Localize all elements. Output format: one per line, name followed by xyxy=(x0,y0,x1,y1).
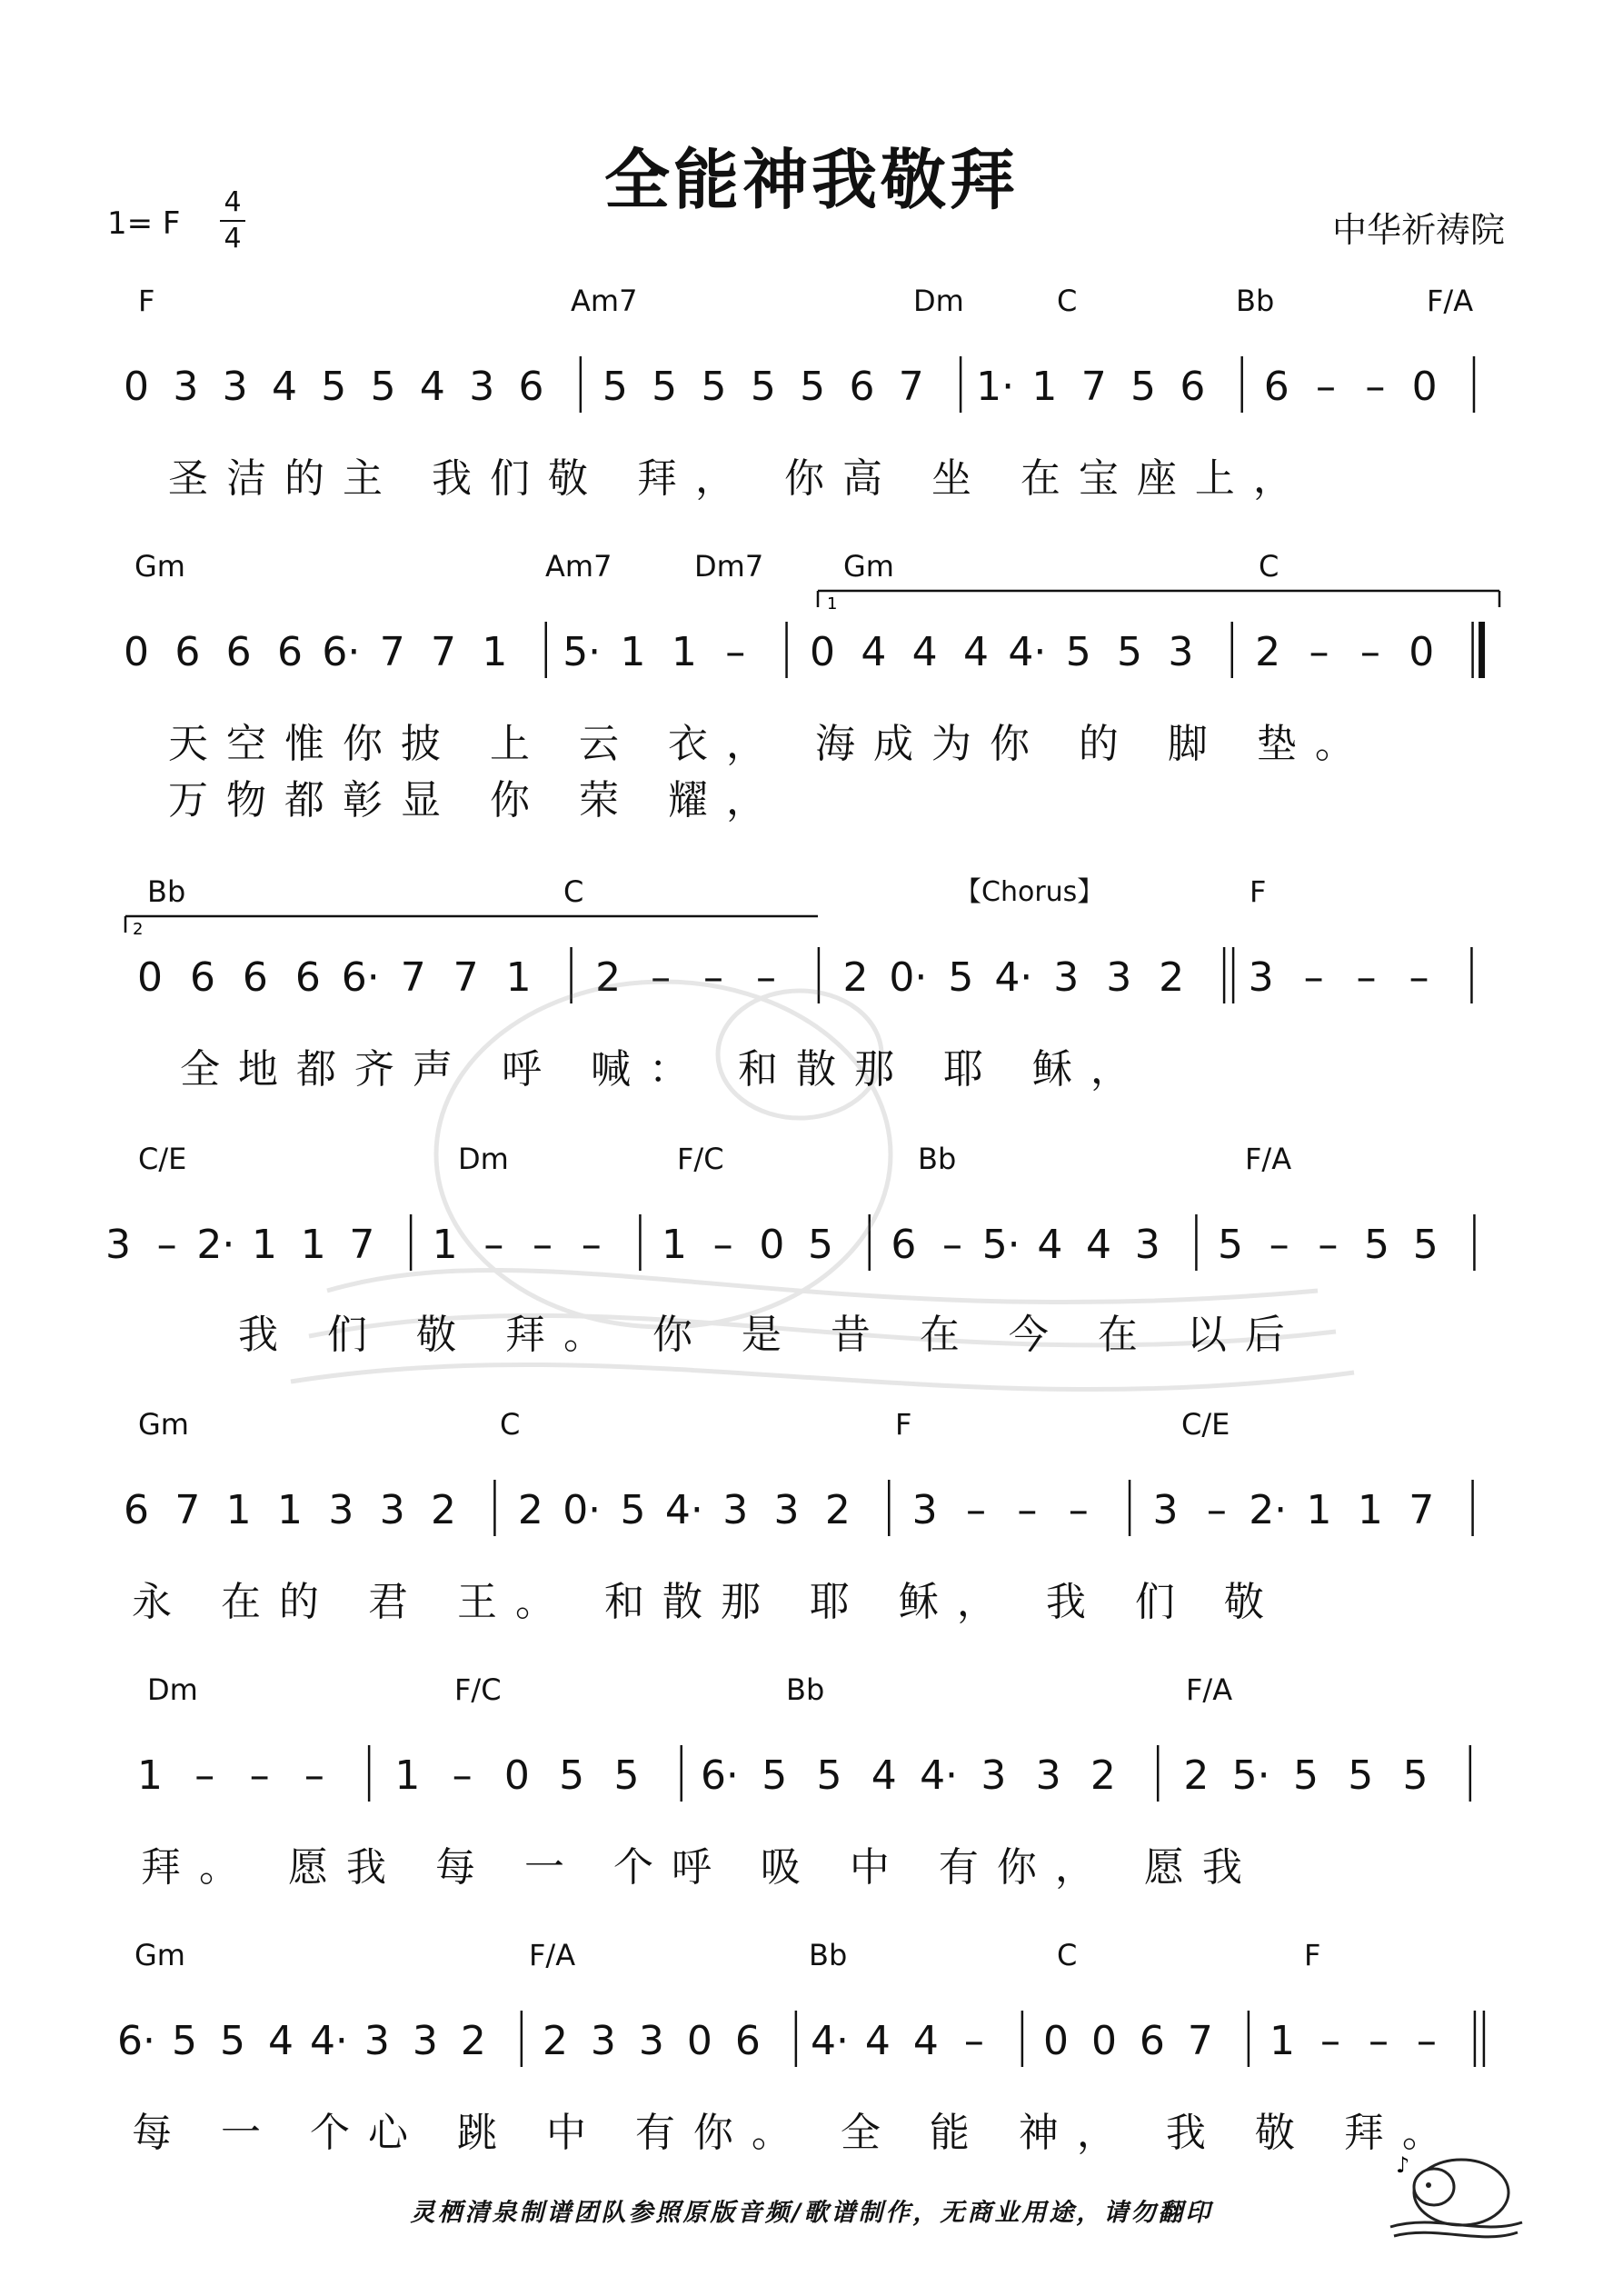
lyric-line: 拜。 愿我 每 一 个呼 吸 中 有你， 愿我 xyxy=(141,1844,1260,1891)
note: 0 xyxy=(1411,364,1438,410)
note: 1 xyxy=(1306,1487,1332,1533)
note: 3 xyxy=(412,2018,438,2064)
note: 6· xyxy=(700,1752,739,1799)
note: 0 xyxy=(810,629,835,675)
note: 2 xyxy=(1090,1752,1116,1799)
publisher-stamp xyxy=(1381,2136,1527,2245)
chord: Bb xyxy=(809,1938,848,1972)
chord: Dm xyxy=(147,1672,198,1707)
note: 6· xyxy=(322,629,361,675)
note: 3 xyxy=(173,364,199,410)
note: 4 xyxy=(419,364,445,410)
note: 3 xyxy=(328,1487,354,1533)
note: 6 xyxy=(1139,2018,1165,2064)
note: 2· xyxy=(196,1222,235,1268)
note: 3 xyxy=(911,1487,938,1533)
note: – xyxy=(304,1752,324,1799)
note: 6 xyxy=(225,629,252,675)
note: 1 xyxy=(252,1222,278,1268)
note: 6 xyxy=(124,1487,149,1533)
note: 6 xyxy=(242,954,268,1001)
note: 0 xyxy=(1090,2018,1117,2064)
chord: Gm xyxy=(134,1938,185,1972)
note: – xyxy=(651,954,672,1001)
note: 5 xyxy=(171,2018,197,2064)
note: 5 xyxy=(816,1752,842,1799)
note: 4· xyxy=(994,954,1033,1001)
note: – xyxy=(942,1222,962,1268)
chord: Gm xyxy=(843,549,894,584)
note: – xyxy=(156,1222,177,1268)
chord: F xyxy=(1250,874,1267,909)
note: 5 xyxy=(613,1752,640,1799)
note: – xyxy=(1318,1222,1339,1268)
chord: C xyxy=(563,874,584,909)
chord: F xyxy=(138,284,155,318)
note: 4 xyxy=(864,2018,891,2064)
note: 1· xyxy=(976,364,1015,410)
note: 4· xyxy=(1008,629,1047,675)
note: – xyxy=(1068,1487,1089,1533)
note: 6 xyxy=(174,629,201,675)
note: 6 xyxy=(734,2018,761,2064)
note: 2 xyxy=(460,2018,486,2064)
note: 5· xyxy=(981,1222,1021,1268)
note: 4· xyxy=(664,1487,703,1533)
ending-number: 1 xyxy=(827,594,838,614)
note: – xyxy=(1416,2018,1437,2064)
note: 1 xyxy=(1357,1487,1383,1533)
chord: Bb xyxy=(918,1142,957,1176)
note: 1 xyxy=(277,1487,304,1533)
note: – xyxy=(1409,954,1429,1001)
note: 0· xyxy=(563,1487,602,1533)
note: 0 xyxy=(1409,629,1435,675)
note: 6 xyxy=(1263,364,1289,410)
note: 5 xyxy=(219,2018,245,2064)
note: 1 xyxy=(671,629,697,675)
note: 6 xyxy=(294,954,321,1001)
note: 0 xyxy=(124,629,149,675)
note: 4 xyxy=(271,364,297,410)
note: 3 xyxy=(222,364,248,410)
note: 3 xyxy=(105,1222,131,1268)
note: 5 xyxy=(1348,1752,1374,1799)
song-title: 全能神我敬拜 xyxy=(603,142,1019,218)
note: 7 xyxy=(1409,1487,1435,1533)
note: 1 xyxy=(620,629,646,675)
note: 5 xyxy=(1117,629,1143,675)
note: 0 xyxy=(137,954,163,1001)
note: 7 xyxy=(1187,2018,1213,2064)
time-signature-bottom: 4 xyxy=(224,223,242,255)
chord: Bb xyxy=(1236,284,1275,318)
note: 5 xyxy=(1065,629,1091,675)
note: 3 xyxy=(981,1752,1007,1799)
note: 0· xyxy=(889,954,928,1001)
chord: F xyxy=(1304,1938,1321,1972)
note: 3 xyxy=(1053,954,1080,1001)
lyric-line: 我 们 敬 拜。 你 是 昔 在 今 在 以后 xyxy=(238,1312,1303,1358)
note: 5 xyxy=(808,1222,834,1268)
note: 3 xyxy=(1152,1487,1179,1533)
chord: F/A xyxy=(1186,1672,1233,1707)
chord: Am7 xyxy=(545,549,612,584)
lyric-line: 圣洁的主 我们敬 拜， 你高 坐 在宝座上， xyxy=(168,455,1311,502)
chorus-label: 【Chorus】 xyxy=(954,876,1105,908)
note: 5· xyxy=(563,629,602,675)
chord: C xyxy=(1057,284,1078,318)
note: – xyxy=(755,954,776,1001)
note: 5 xyxy=(1218,1222,1243,1268)
chord: C/E xyxy=(1181,1407,1230,1442)
note: – xyxy=(1303,954,1324,1001)
note: 5 xyxy=(1412,1222,1439,1268)
note: 6 xyxy=(891,1222,917,1268)
chord: Dm7 xyxy=(694,549,764,584)
note: 4 xyxy=(1037,1222,1063,1268)
note: 5 xyxy=(1130,364,1157,410)
note: – xyxy=(581,1222,602,1268)
note: 3 xyxy=(638,2018,664,2064)
note: 2 xyxy=(1255,629,1281,675)
note: 1 xyxy=(662,1222,687,1268)
note: – xyxy=(533,1222,553,1268)
note: 1 xyxy=(432,1222,458,1268)
note: 1 xyxy=(394,1752,421,1799)
note: 1 xyxy=(482,629,508,675)
chord: C xyxy=(1259,549,1279,584)
note: 2 xyxy=(431,1487,457,1533)
note: 7 xyxy=(431,629,457,675)
note: 0 xyxy=(503,1752,530,1799)
note: 7 xyxy=(453,954,479,1001)
ending-bracket-2 xyxy=(125,916,818,939)
note: 6 xyxy=(849,364,875,410)
note: 4 xyxy=(963,629,990,675)
chord: Bb xyxy=(786,1672,825,1707)
note: – xyxy=(1368,2018,1389,2064)
note: 5 xyxy=(321,364,347,410)
note: 3 xyxy=(469,364,495,410)
note: 4· xyxy=(920,1752,959,1799)
note: 6· xyxy=(341,954,380,1001)
note: 6 xyxy=(277,629,304,675)
note: 5· xyxy=(1231,1752,1270,1799)
chord: Dm xyxy=(458,1142,509,1176)
note: – xyxy=(1316,364,1337,410)
svg-text:♪: ♪ xyxy=(1396,2152,1410,2178)
note: – xyxy=(452,1752,473,1799)
note: 1 xyxy=(1031,364,1058,410)
note: 5 xyxy=(370,364,396,410)
note: 3 xyxy=(590,2018,616,2064)
chord: Am7 xyxy=(571,284,638,318)
note: 2 xyxy=(842,954,869,1001)
note: 0 xyxy=(1042,2018,1069,2064)
note: 7 xyxy=(1080,364,1107,410)
note: 7 xyxy=(174,1487,201,1533)
note: 4· xyxy=(309,2018,348,2064)
note: 4 xyxy=(911,629,938,675)
note: – xyxy=(712,1222,733,1268)
note: 0 xyxy=(759,1222,785,1268)
chord: Gm xyxy=(138,1407,189,1442)
note: – xyxy=(1017,1487,1038,1533)
ending-number: 2 xyxy=(133,920,144,939)
note: 2 xyxy=(517,1487,543,1533)
note: 2 xyxy=(595,954,622,1001)
note: 7 xyxy=(379,629,405,675)
time-signature-top: 4 xyxy=(224,186,242,218)
note: – xyxy=(483,1222,504,1268)
note: 3 xyxy=(722,1487,749,1533)
note: 6 xyxy=(1180,364,1206,410)
note: – xyxy=(1206,1487,1227,1533)
lyric-line: 全地都齐声 呼 喊： 和散那 耶 稣， xyxy=(180,1046,1149,1093)
note: – xyxy=(703,954,724,1001)
note: – xyxy=(963,2018,984,2064)
note: 5 xyxy=(602,364,628,410)
note: – xyxy=(1269,1222,1289,1268)
note: 5 xyxy=(1364,1222,1390,1268)
note: 2 xyxy=(542,2018,568,2064)
note: 3 xyxy=(1248,954,1274,1001)
note: 5 xyxy=(559,1752,585,1799)
chord: F/A xyxy=(1427,284,1474,318)
note: 5 xyxy=(762,1752,788,1799)
note: 7 xyxy=(400,954,426,1001)
note: – xyxy=(966,1487,987,1533)
chord: F/C xyxy=(454,1672,502,1707)
note: 5 xyxy=(652,364,678,410)
footer-note: 灵栖清泉制谱团队参照原版音频/歌谱制作，无商业用途，请勿翻印 xyxy=(410,2199,1213,2227)
key-signature: 1= F xyxy=(107,205,181,242)
note: 4· xyxy=(810,2018,849,2064)
note: – xyxy=(1359,629,1380,675)
note: 4 xyxy=(861,629,887,675)
chord: C xyxy=(1057,1938,1078,1972)
note: 5 xyxy=(948,954,974,1001)
note: 4 xyxy=(267,2018,294,2064)
note: 6 xyxy=(189,954,215,1001)
chord: C xyxy=(500,1407,521,1442)
chord: Gm xyxy=(134,549,185,584)
note: 4 xyxy=(912,2018,939,2064)
note: 1 xyxy=(505,954,532,1001)
note: 3 xyxy=(363,2018,390,2064)
note: – xyxy=(725,629,746,675)
chord: F/C xyxy=(677,1142,724,1176)
note: – xyxy=(249,1752,270,1799)
note: 5 xyxy=(1292,1752,1319,1799)
chord: F/A xyxy=(529,1938,576,1972)
note: 5 xyxy=(620,1487,646,1533)
chord: Dm xyxy=(913,284,964,318)
lyric-line: 天空惟你披 上 云 衣， 海成为你 的 脚 垫。 xyxy=(168,721,1373,767)
ending-bracket-1 xyxy=(818,591,1499,614)
note: 6· xyxy=(117,2018,155,2064)
chord: C/E xyxy=(138,1142,187,1176)
note: 1 xyxy=(137,1752,163,1799)
chord: F/A xyxy=(1245,1142,1292,1176)
note: 5 xyxy=(1402,1752,1429,1799)
note: 4 xyxy=(871,1752,897,1799)
note: 3 xyxy=(379,1487,405,1533)
note: 2 xyxy=(1159,954,1185,1001)
note: 2 xyxy=(1183,1752,1210,1799)
note: 3 xyxy=(1168,629,1194,675)
note: 3 xyxy=(773,1487,800,1533)
chord: F xyxy=(895,1407,912,1442)
note: 3 xyxy=(1106,954,1132,1001)
note: – xyxy=(1309,629,1329,675)
note: 0 xyxy=(124,364,149,410)
note: 5 xyxy=(701,364,727,410)
lyric-line: 万物都彰显 你 荣 耀， xyxy=(168,777,784,824)
note: 6 xyxy=(518,364,544,410)
note: 5 xyxy=(750,364,776,410)
note: 4 xyxy=(1086,1222,1112,1268)
note: 3 xyxy=(1134,1222,1160,1268)
chord: Bb xyxy=(147,874,186,909)
composer: 中华祈祷院 xyxy=(1331,210,1505,250)
note: 5 xyxy=(800,364,826,410)
note: 1 xyxy=(225,1487,252,1533)
note: – xyxy=(1365,364,1386,410)
note: 1 xyxy=(1269,2018,1295,2064)
note: 0 xyxy=(686,2018,712,2064)
lyric-line: 每 一 个心 跳 中 有你。 全 能 神， 我 敬 拜。 xyxy=(132,2110,1460,2156)
note: 2 xyxy=(824,1487,851,1533)
note: – xyxy=(194,1752,215,1799)
note: – xyxy=(1319,2018,1340,2064)
note: 7 xyxy=(898,364,924,410)
lyric-line: 永 在的 君 王。 和散那 耶 稣， 我 们 敬 xyxy=(132,1579,1282,1625)
note: 7 xyxy=(349,1222,375,1268)
note: 3 xyxy=(1035,1752,1061,1799)
note: 1 xyxy=(300,1222,326,1268)
note: 2· xyxy=(1249,1487,1288,1533)
note: – xyxy=(1356,954,1377,1001)
